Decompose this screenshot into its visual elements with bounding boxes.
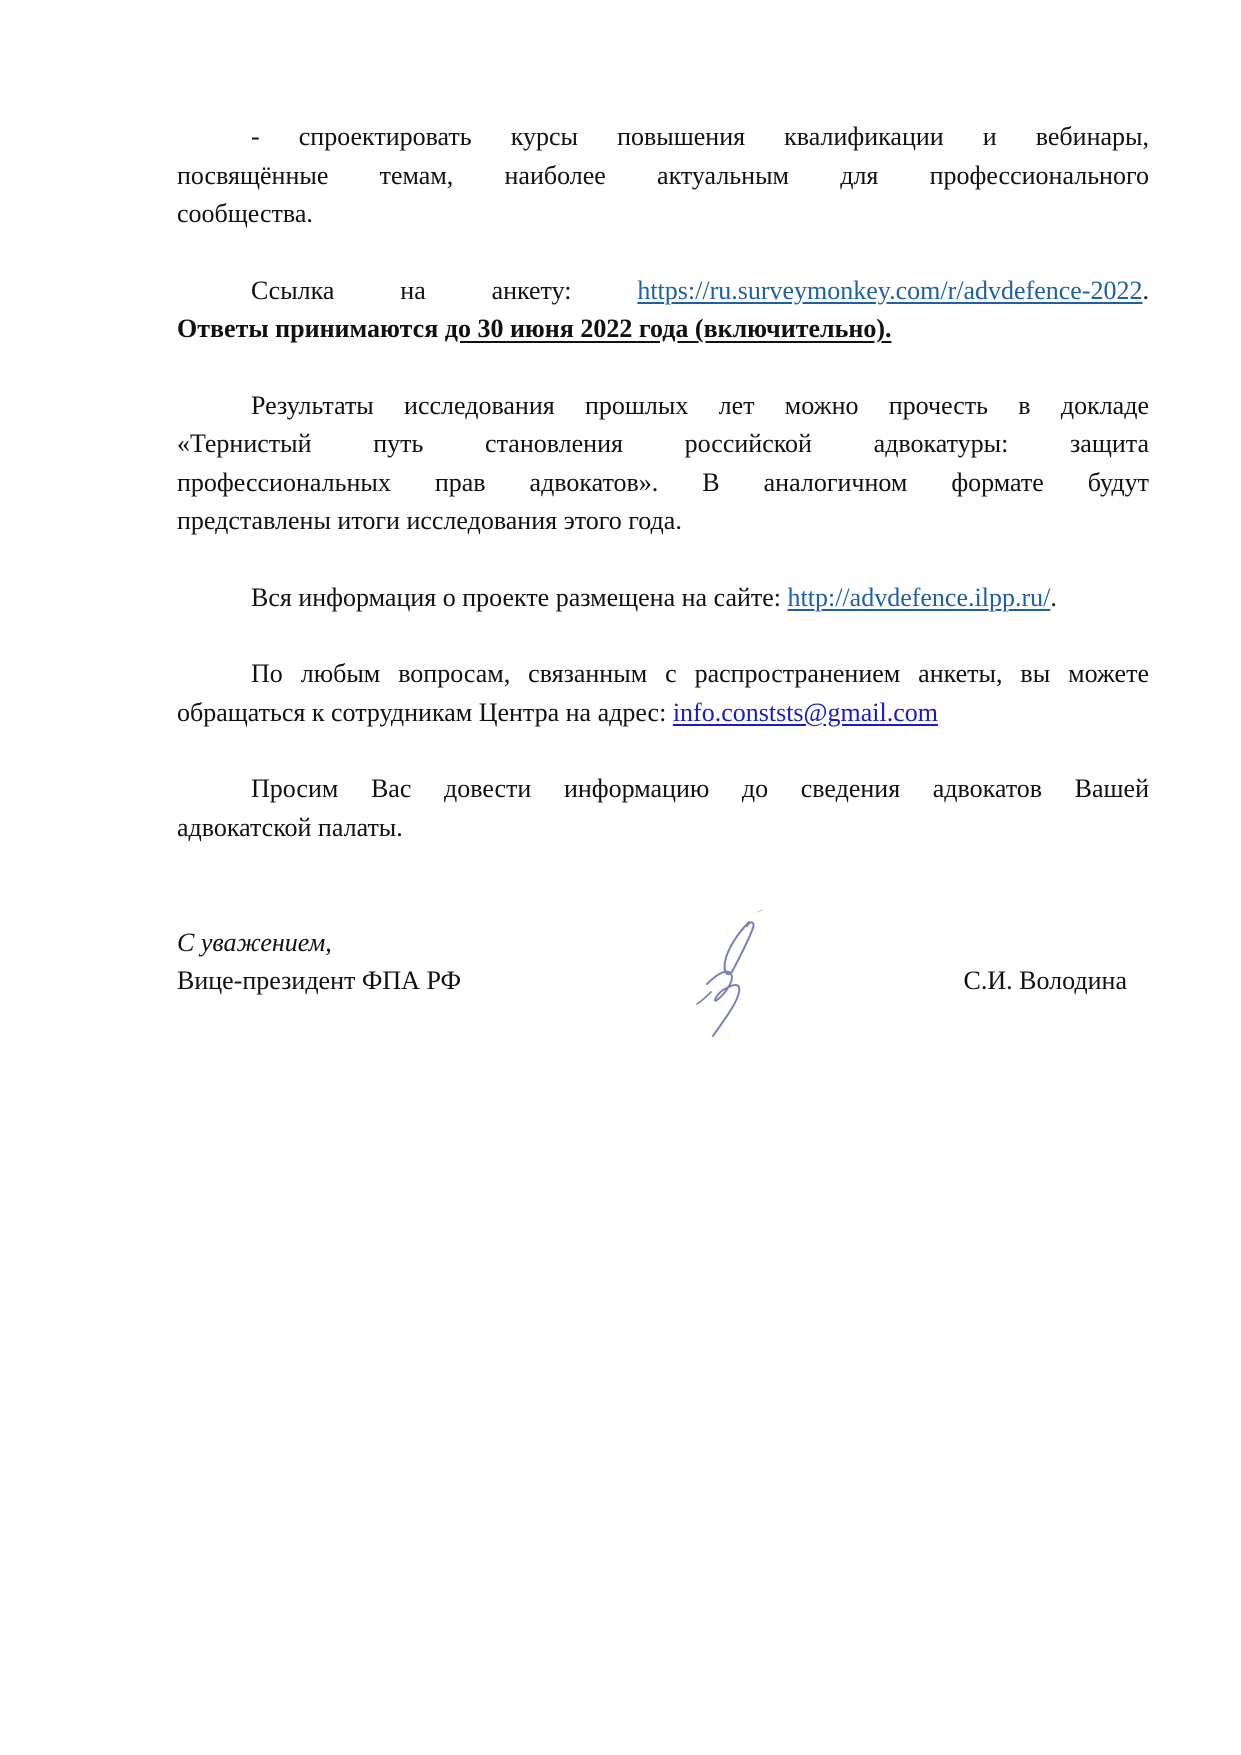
deadline-label: Ответы принимаются <box>177 314 445 343</box>
paragraph-line <box>177 579 1149 618</box>
project-site-link[interactable]: http://advdefence.ilpp.ru/ <box>787 582 1051 612</box>
deadline-date: до 30 июня 2022 года (включительно). <box>444 314 892 343</box>
handwritten-signature-icon <box>677 904 797 1054</box>
paragraph-line: сообщества. <box>177 199 313 228</box>
paragraph-line: - спроектировать курсы повышения квалификации и вебинары, <box>251 122 1149 151</box>
signer-name: С.И. Володина <box>963 966 1127 995</box>
paragraph-line: посвящённые темам, наиболее актуальным для профессионального <box>177 160 1149 190</box>
paragraph-line: представлены итоги исследования этого года. <box>177 506 682 535</box>
signer-position: Вице-президент ФПА РФ <box>177 966 462 995</box>
paragraph-line <box>177 694 1149 733</box>
contact-label: обращаться к сотрудникам Центра на адрес: <box>177 697 673 727</box>
paragraph-contacts <box>177 655 1149 732</box>
paragraph-line: По любым вопросам, связанным с распространением анкеты, вы можете <box>251 659 1149 688</box>
contact-email-link[interactable]: info.conststs@gmail.com <box>672 697 938 727</box>
paragraph-results <box>177 387 1149 541</box>
punctuation: . <box>1142 275 1149 305</box>
paragraph-courses <box>177 118 1149 234</box>
paragraph-line: «Тернистый путь становления российской адвокатуры: защита <box>177 429 1149 458</box>
paragraph-line: Результаты исследования прошлых лет можно прочесть в докладе <box>251 390 1149 420</box>
punctuation: . <box>1050 582 1057 612</box>
letter-body <box>177 118 1149 847</box>
paragraph-line: Просим Вас довести информацию до сведения адвокатов Вашей <box>251 774 1149 803</box>
signature-block <box>177 924 1149 1044</box>
paragraph-site <box>177 579 1149 618</box>
paragraph-request <box>177 770 1149 847</box>
paragraph-line <box>177 310 1149 349</box>
site-label: Вся информация о проекте размещена на сайте: <box>251 582 788 612</box>
paragraph-line: адвокатской палаты. <box>177 812 403 842</box>
paragraph-survey-link <box>177 272 1149 349</box>
paragraph-line <box>177 272 1149 311</box>
paragraph-line: профессиональных прав адвокатов». В аналогичном формате будут <box>177 467 1149 497</box>
survey-link[interactable]: https://ru.surveymonkey.com/r/advdefence-2022 <box>637 275 1143 305</box>
survey-link-label: Ссылка на анкету: <box>251 275 572 305</box>
closing-phrase: С уважением, <box>177 928 332 957</box>
